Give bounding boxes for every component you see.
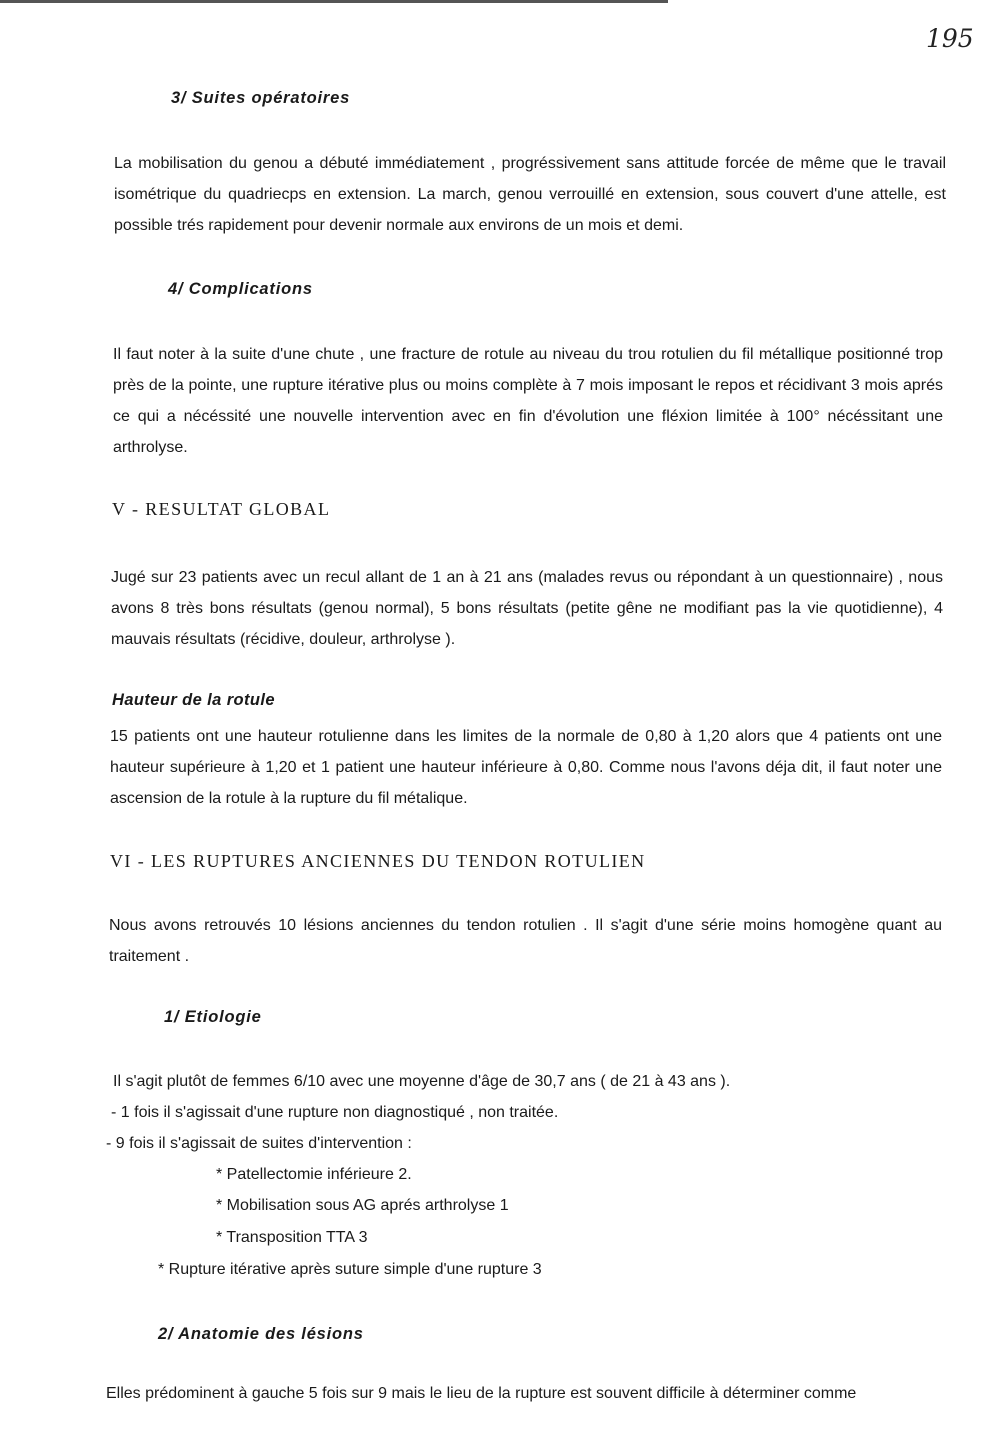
etiologie-list-item: * Rupture itérative après suture simple d'une rupture 3 <box>158 1261 542 1278</box>
etiologie-line: Il s'agit plutôt de femmes 6/10 avec une moyenne d'âge de 30,7 ans ( de 21 à 43 ans ). <box>113 1073 731 1090</box>
heading-hauteur-rotule: Hauteur de la rotule <box>112 691 275 709</box>
etiologie-list-item: * Mobilisation sous AG aprés arthrolyse 1 <box>216 1197 509 1214</box>
heading-ruptures-anciennes: VI - LES RUPTURES ANCIENNES DU TENDON ROTULIEN <box>110 851 646 871</box>
etiologie-list-item: * Patellectomie inférieure 2. <box>216 1166 412 1183</box>
etiologie-line: - 9 fois il s'agissait de suites d'intervention : <box>106 1135 412 1152</box>
paragraph-complications: Il faut noter à la suite d'une chute , une fracture de rotule au niveau du trou rotulien du fil métallique positionné trop près de la pointe, une rupture itérative plus ou moins complète à 7 mois imposant le repos et récidivant 3 mois aprés ce qui a nécéssité une nouvelle intervention avec en fin d'évolution une fléxion limitée à 100° nécéssitant une arthrolyse. <box>113 346 943 456</box>
paragraph-anatomie-lesions: Elles prédominent à gauche 5 fois sur 9 mais le lieu de la rupture est souvent difficile à déterminer comme <box>106 1385 857 1402</box>
etiologie-list-item: * Transposition TTA 3 <box>216 1229 368 1246</box>
heading-etiologie: 1/ Etiologie <box>164 1008 262 1026</box>
heading-complications: 4/ Complications <box>168 280 313 298</box>
heading-resultat-global: V - RESULTAT GLOBAL <box>112 499 331 519</box>
paragraph-resultat-global: Jugé sur 23 patients avec un recul allant de 1 an à 21 ans (malades revus ou répondant à un questionnaire) , nous avons 8 très bons résultats (genou normal), 5 bons résultats (petite gêne ne modifiant pas la vie quotidienne), 4 mauvais résultats (récidive, douleur, arthrolyse ). <box>111 569 943 648</box>
page-number: 195 <box>926 24 974 53</box>
paragraph-ruptures-anciennes: Nous avons retrouvés 10 lésions anciennes du tendon rotulien . Il s'agit d'une série moins homogène quant au traitement . <box>109 917 942 965</box>
paragraph-hauteur-rotule: 15 patients ont une hauteur rotulienne dans les limites de la normale de 0,80 à 1,20 alors que 4 patients ont une hauteur supérieure à 1,20 et 1 patient une hauteur inférieure à 0,80. Comme nous l'avons déja dit, il faut noter une ascension de la rotule à la rupture du fil métalique. <box>110 728 942 807</box>
top-border-line <box>0 0 668 3</box>
etiologie-line: - 1 fois il s'agissait d'une rupture non diagnostiqué , non traitée. <box>111 1104 559 1121</box>
heading-anatomie-lesions: 2/ Anatomie des lésions <box>158 1325 364 1343</box>
heading-suites-operatoires: 3/ Suites opératoires <box>171 89 351 107</box>
paragraph-suites-operatoires: La mobilisation du genou a débuté immédiatement , progréssivement sans attitude forcée de même que le travail isométrique du quadriecps en extension. La march, genou verrouillé en extension, sous couvert d'une attelle, est possible trés rapidement pour devenir normale aux environs de un mois et demi. <box>114 155 946 234</box>
